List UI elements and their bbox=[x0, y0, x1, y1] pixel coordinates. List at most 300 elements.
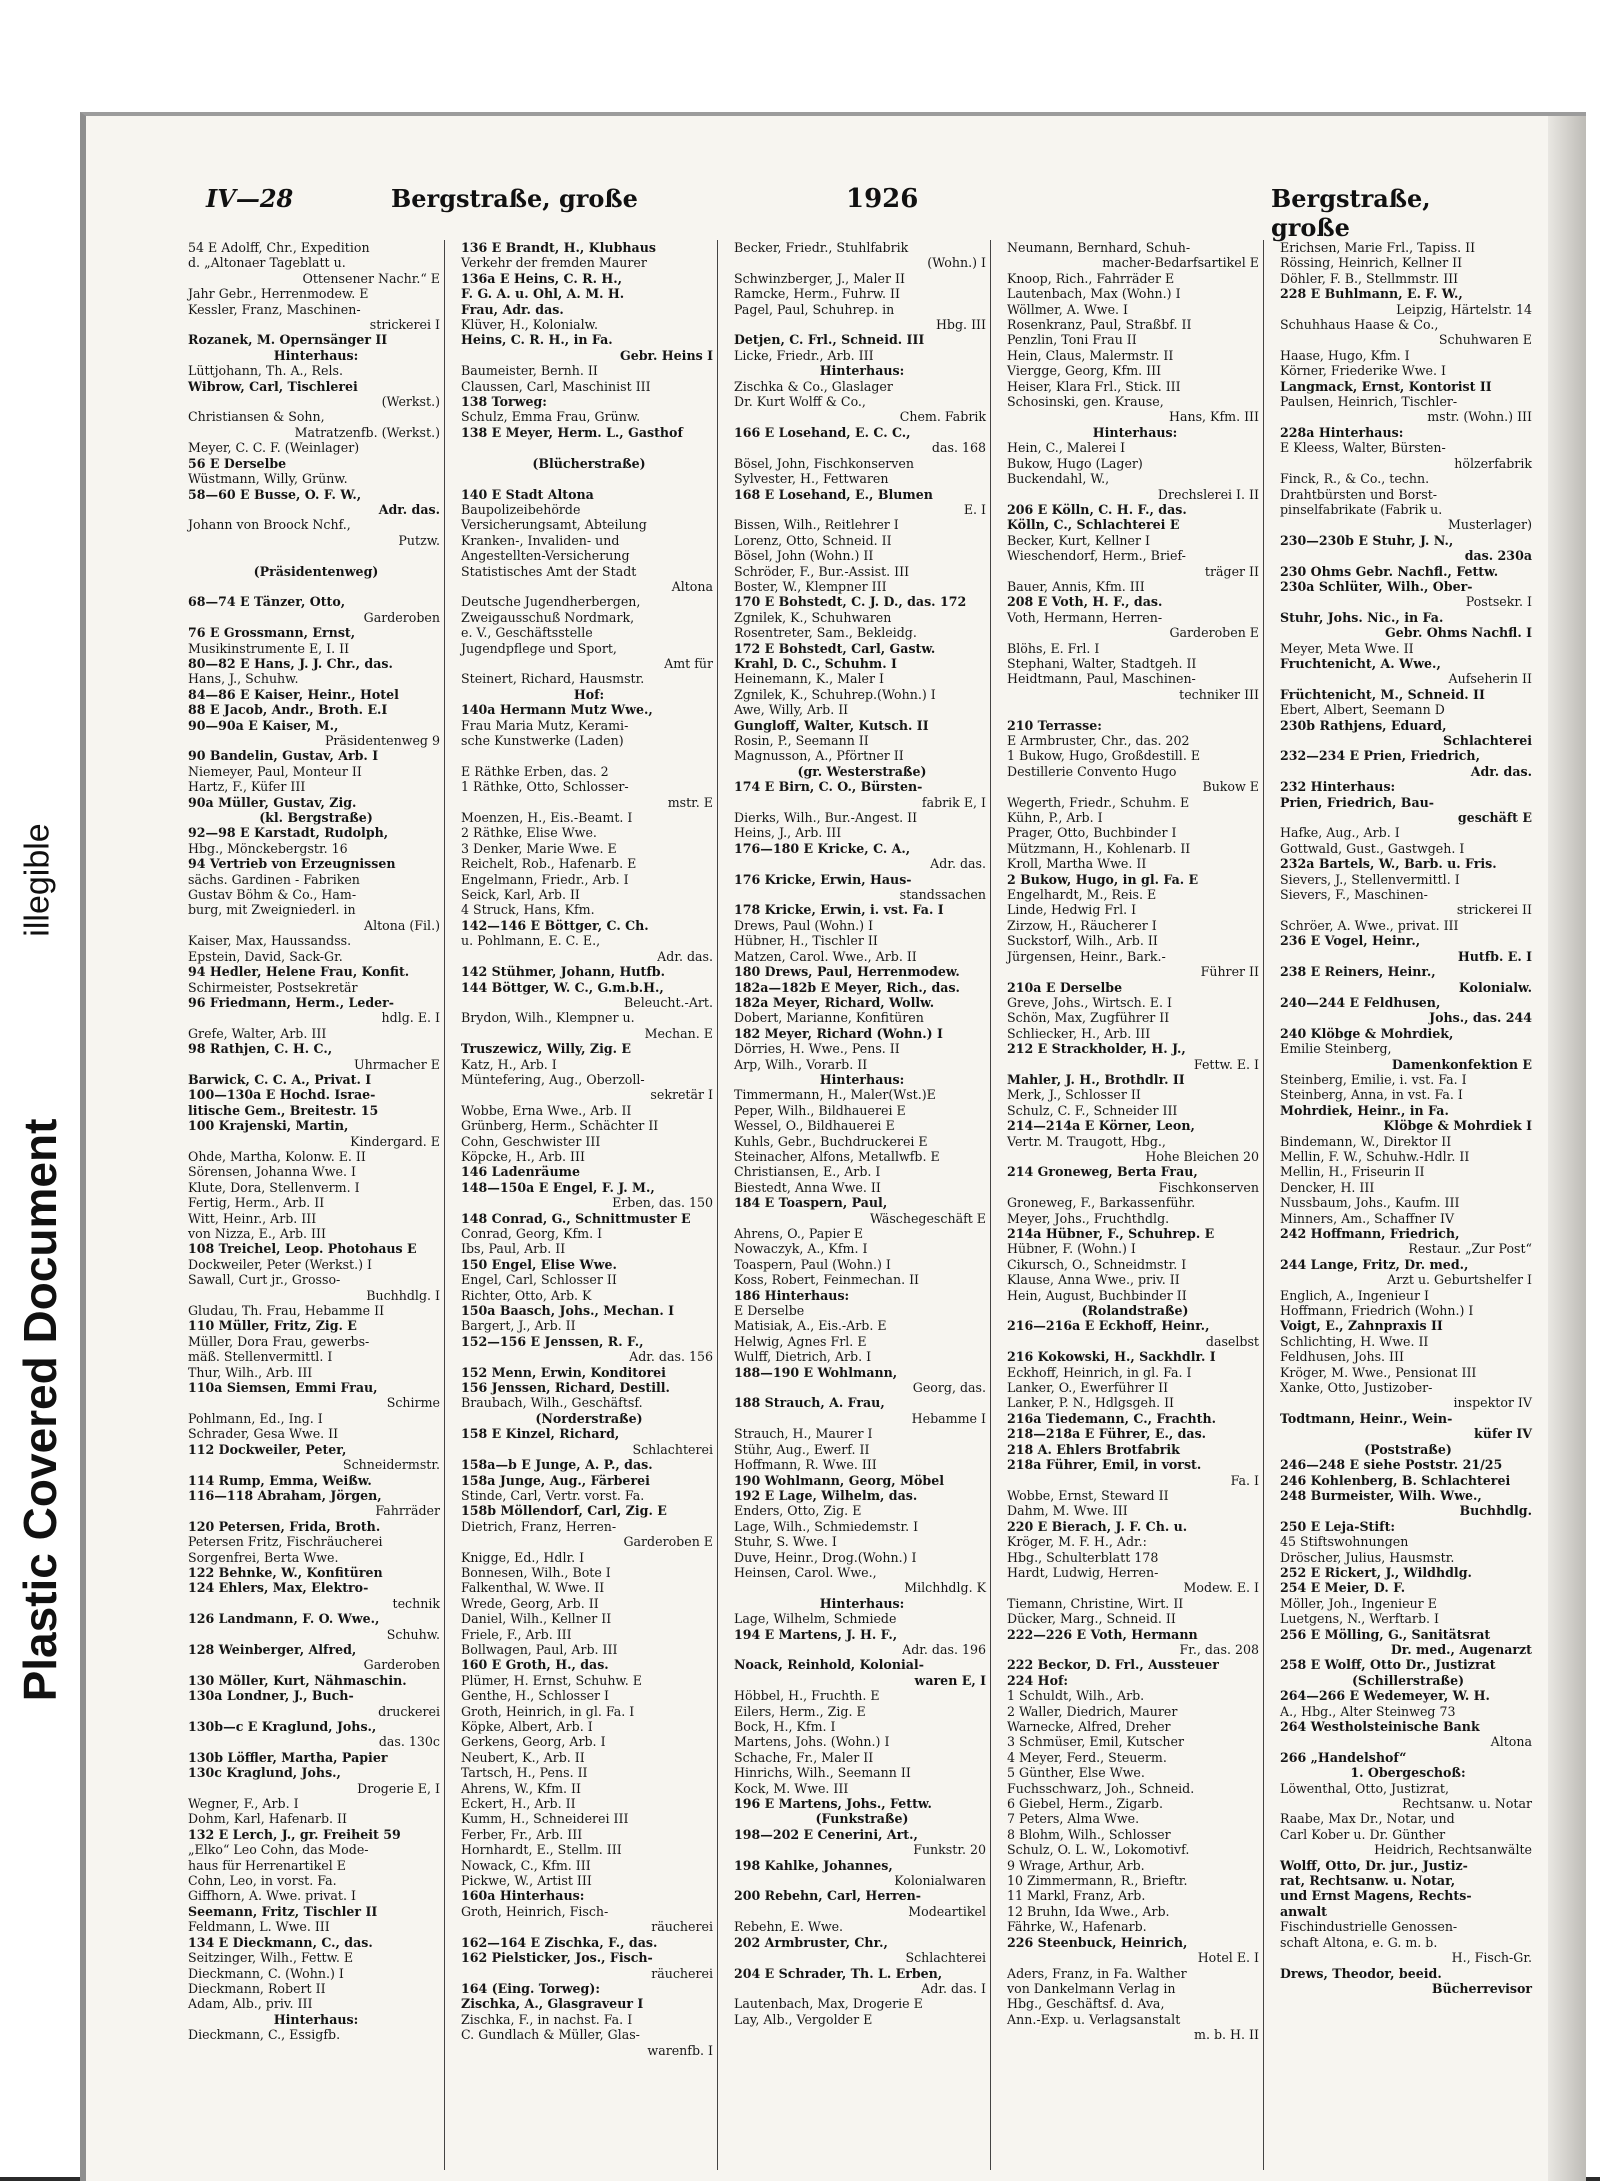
directory-entry-line: Buckendahl, W., bbox=[1007, 471, 1110, 487]
directory-entry-line: d. „Altonaer Tageblatt u. bbox=[188, 255, 346, 271]
directory-entry-line: Hohe Bleichen 20 bbox=[1145, 1148, 1259, 1164]
directory-entry-line: 10 Zimmermann, R., Brieftr. bbox=[1007, 1873, 1188, 1889]
directory-entry-line: 45 Stiftswohnungen bbox=[1280, 1534, 1409, 1550]
directory-entry-line: Haase, Hugo, Kfm. I bbox=[1280, 347, 1410, 363]
directory-entry-line: Ramcke, Herm., Fuhrw. II bbox=[734, 286, 900, 302]
directory-entry-line: Versicherungsamt, Abteilung bbox=[461, 517, 647, 533]
directory-entry-line: Chem. Fabrik bbox=[899, 409, 986, 425]
directory-entry-line: 240 Klöbge & Mohrdiek, bbox=[1280, 1025, 1454, 1041]
directory-entry-line: 164 (Eing. Torweg): bbox=[461, 1980, 600, 1996]
directory-entry-line: Hof: bbox=[573, 686, 605, 702]
directory-entry-line: Heidrich, Rechtsanwälte bbox=[1374, 1842, 1532, 1858]
directory-entry-line: Lanker, P. N., Hdlgsgeh. II bbox=[1007, 1395, 1175, 1411]
directory-entry-line: Witt, Heinr., Arb. III bbox=[188, 1210, 317, 1226]
directory-entry-line: Altona (Fil.) bbox=[363, 917, 440, 933]
directory-entry-line: Hbg. III bbox=[935, 317, 986, 333]
directory-entry-line: 2 Bukow, Hugo, in gl. Fa. E bbox=[1007, 871, 1199, 887]
directory-entry-line: Eilers, Herm., Zig. E bbox=[734, 1703, 866, 1719]
directory-entry-line: Richter, Otto, Arb. K bbox=[461, 1287, 592, 1303]
directory-entry-line: Becker, Kurt, Kellner I bbox=[1007, 532, 1150, 548]
directory-entry-line: das. 130c bbox=[378, 1734, 440, 1750]
directory-entry-line: Cohn, Leo, in vorst. Fa. bbox=[188, 1873, 337, 1889]
directory-entry-line: 54 E Adolff, Chr., Expedition bbox=[188, 240, 370, 255]
directory-entry-line: sche Kunstwerke (Laden) bbox=[461, 733, 624, 748]
directory-entry-line: Leipzig, Härtelstr. 14 bbox=[1396, 301, 1532, 317]
directory-entry-line: Adr. das. bbox=[378, 501, 440, 517]
directory-entry-line: 264 Westholsteinische Bank bbox=[1280, 1719, 1480, 1734]
directory-entry-line: Wobbe, Ernst, Steward II bbox=[1007, 1487, 1169, 1503]
directory-entry-line: 158 E Kinzel, Richard, bbox=[461, 1426, 620, 1442]
directory-entry-line: Meyer, Meta Wwe. II bbox=[1280, 640, 1414, 656]
directory-entry-line: Sawall, Curt jr., Grosso- bbox=[188, 1272, 341, 1288]
directory-entry-line: Gottwald, Gust., Gastwgeh. I bbox=[1280, 840, 1465, 856]
directory-entry-line: 130a Londner, J., Buch- bbox=[188, 1688, 354, 1704]
directory-entry-line: Baupolizeibehörde bbox=[461, 501, 581, 517]
directory-entry-line: das. 230a bbox=[1464, 548, 1532, 564]
directory-entry-line: Steinacher, Alfons, Metallwfb. E bbox=[734, 1148, 940, 1164]
directory-entry-line: Dieckmann, C. (Wohn.) I bbox=[188, 1965, 344, 1981]
directory-entry-line: Timmermann, H., Maler(Wst.)E bbox=[734, 1087, 936, 1103]
directory-entry-line: 194 E Martens, J. H. F., bbox=[734, 1626, 898, 1642]
directory-entry-line: Schlichting, H. Wwe. II bbox=[1280, 1333, 1429, 1349]
stamp-text: Plastic Covered Document bbox=[14, 1118, 66, 1702]
directory-entry-line: Schlachterei bbox=[1443, 733, 1532, 748]
directory-entry-line: 1. Obergeschoß: bbox=[1350, 1765, 1466, 1781]
directory-entry-line: Angestellten-Versicherung bbox=[461, 548, 630, 564]
directory-entry-line: pinselfabrikate (Fabrik u. bbox=[1280, 501, 1443, 517]
directory-entry-line: Baumeister, Bernh. II bbox=[461, 363, 598, 379]
directory-entry-line: Fischkonserven bbox=[1158, 1179, 1259, 1195]
directory-entry-line: 90—90a E Kaiser, M., bbox=[188, 717, 339, 733]
directory-entry-line: Dr. Kurt Wolff & Co., bbox=[734, 394, 866, 410]
directory-entry-line: Neubert, K., Arb. II bbox=[461, 1749, 585, 1765]
directory-entry-line: Pohlmann, Ed., Ing. I bbox=[188, 1410, 323, 1426]
directory-entry-line: Heinsen, Carol. Wwe., bbox=[734, 1564, 877, 1580]
directory-entry-line: Postsekr. I bbox=[1465, 594, 1532, 610]
directory-entry-line: Rosentreter, Sam., Bekleidg. bbox=[734, 625, 917, 641]
directory-entry-line: Adr. das. 156 bbox=[629, 1349, 713, 1365]
directory-entry-line: technik bbox=[392, 1595, 440, 1611]
directory-entry-line: Genthe, H., Schlosser I bbox=[461, 1688, 610, 1704]
directory-entry-line: Hbg., Geschäftsf. d. Ava, bbox=[1007, 1996, 1165, 2012]
directory-entry-line: Kindergard. E bbox=[350, 1133, 440, 1149]
directory-entry-line: 176—180 E Kricke, C. A., bbox=[734, 840, 911, 856]
directory-entry-line: Hotel E. I bbox=[1197, 1950, 1259, 1966]
directory-entry-line: 246 Kohlenberg, B. Schlachterei bbox=[1280, 1472, 1511, 1488]
directory-entry-line: 110a Siemsen, Emmi Frau, bbox=[188, 1380, 378, 1396]
directory-entry-line: Destillerie Convento Hugo bbox=[1007, 763, 1177, 779]
directory-entry-line: Präsidentenweg 9 bbox=[324, 733, 440, 748]
directory-entry-line: Lorenz, Otto, Schneid. II bbox=[734, 532, 892, 548]
directory-entry-line: Rebehn, E. Wwe. bbox=[734, 1919, 844, 1935]
directory-entry-line: 156 Jenssen, Richard, Destill. bbox=[461, 1380, 670, 1396]
directory-entry-line: Uhrmacher E bbox=[353, 1056, 440, 1072]
directory-entry-line: Viergge, Georg, Kfm. III bbox=[1007, 363, 1162, 379]
directory-entry-line: Bock, H., Kfm. I bbox=[734, 1719, 836, 1734]
directory-entry-line: druckerei bbox=[378, 1703, 440, 1719]
directory-entry-line: 90 Bandelin, Gustav, Arb. I bbox=[188, 748, 379, 764]
directory-entry-line: Sievers, J., Stellenvermittl. I bbox=[1280, 871, 1460, 887]
directory-entry-line: Krahl, D. C., Schuhm. I bbox=[734, 655, 897, 671]
directory-entry-line bbox=[1005, 702, 1263, 717]
directory-entry-line: Adr. das. bbox=[657, 948, 713, 964]
directory-entry-line: 3 Denker, Marie Wwe. E bbox=[461, 840, 617, 856]
directory-entry-line: E Derselbe bbox=[734, 1303, 805, 1319]
directory-entry-line: 58—60 E Busse, O. F. W., bbox=[188, 486, 362, 502]
directory-entry-line: Awe, Willy, Arb. II bbox=[734, 702, 849, 718]
directory-entry-line: (Werkst.) bbox=[381, 394, 440, 410]
directory-entry-line: 138 Torweg: bbox=[461, 394, 547, 410]
directory-entry-line: Sievers, F., Maschinen- bbox=[1280, 887, 1428, 903]
directory-entry-line: Hinterhaus: bbox=[819, 363, 905, 379]
directory-entry-line: Dr. med., Augenarzt bbox=[1390, 1641, 1532, 1657]
directory-entry-line: Heiser, Klara Frl., Stick. III bbox=[1007, 378, 1181, 394]
directory-entry-line: Bollwagen, Paul, Arb. III bbox=[461, 1641, 618, 1657]
directory-entry-line: Martens, Johs. (Wohn.) I bbox=[734, 1734, 890, 1750]
directory-entry-line: techniker III bbox=[1179, 686, 1259, 702]
directory-entry-line: (Präsidentenweg) bbox=[253, 563, 379, 579]
directory-entry-line: Fa. I bbox=[1230, 1472, 1259, 1488]
directory-entry-line: 218a Führer, Emil, in vorst. bbox=[1007, 1457, 1202, 1473]
directory-entry-line: 100 Krajenski, Martin, bbox=[188, 1118, 349, 1134]
directory-entry-line: Greve, Johs., Wirtsch. E. I bbox=[1007, 994, 1172, 1010]
side-stamp bbox=[0, 823, 80, 1860]
directory-entry-line: Klause, Anna Wwe., priv. II bbox=[1007, 1272, 1180, 1288]
directory-entry-line: Carl Kober u. Dr. Günther bbox=[1280, 1826, 1446, 1842]
directory-entry-line: anwalt bbox=[1280, 1903, 1327, 1919]
directory-entry-line: 11 Markl, Franz, Arb. bbox=[1007, 1888, 1146, 1904]
directory-entry-line: Erben, das. 150 bbox=[612, 1195, 713, 1211]
directory-entry-line: Brydon, Wilh., Klempner u. bbox=[461, 1010, 635, 1026]
directory-entry-line: Hinterhaus: bbox=[819, 1071, 905, 1087]
directory-entry-line: 230 Ohms Gebr. Nachfl., Fettw. bbox=[1280, 563, 1499, 579]
directory-entry-line: geschäft E bbox=[1457, 810, 1532, 826]
directory-entry-line: Fahrräder bbox=[375, 1503, 440, 1519]
stamp-fragment: illegible bbox=[18, 823, 57, 937]
directory-entry-line: Müller, Dora Frau, gewerbs- bbox=[188, 1333, 370, 1349]
directory-entry-line: 240—244 E Feldhusen, bbox=[1280, 994, 1441, 1010]
directory-entry-line: 232 Hinterhaus: bbox=[1280, 779, 1396, 795]
directory-entry-line: Strauch, H., Maurer I bbox=[734, 1426, 873, 1442]
directory-entry-line: 1 Bukow, Hugo, Großdestill. E bbox=[1007, 748, 1201, 764]
directory-entry-line: Adr. das. 196 bbox=[902, 1641, 986, 1657]
directory-entry-line: von Nizza, E., Arb. III bbox=[188, 1226, 326, 1241]
directory-entry-line: „Elko“ Leo Cohn, das Mode- bbox=[188, 1842, 369, 1858]
directory-entry-line: Rozanek, M. Opernsänger II bbox=[188, 332, 388, 348]
directory-entry-line: 246—248 E siehe Poststr. 21/25 bbox=[1280, 1457, 1503, 1473]
directory-entry-line: Hans, J., Schuhw. bbox=[188, 671, 299, 687]
directory-entry-line: 214a Hübner, F., Schuhrep. E bbox=[1007, 1226, 1215, 1241]
directory-entry-line: 180 Drews, Paul, Herrenmodew. bbox=[734, 964, 960, 980]
directory-entry-line: Lanker, O., Ewerführer II bbox=[1007, 1380, 1169, 1396]
directory-entry-line: Dahm, M. Wwe. III bbox=[1007, 1503, 1128, 1519]
directory-entry-line: Peper, Wilh., Bildhauerei E bbox=[734, 1102, 906, 1118]
directory-entry-line: Johs., das. 244 bbox=[1429, 1010, 1532, 1026]
directory-entry-line: hölzerfabrik bbox=[1454, 455, 1532, 471]
directory-entry-line: Dröscher, Julius, Hausmstr. bbox=[1280, 1549, 1455, 1565]
directory-entry-line: Giffhorn, A. Wwe. privat. I bbox=[188, 1888, 356, 1904]
directory-entry-line: Kölln, C., Schlachterei E bbox=[1007, 517, 1180, 533]
directory-entry-line: Stuhr, Johs. Nic., in Fa. bbox=[1280, 609, 1444, 625]
directory-entry-line: Feldhusen, Johs. III bbox=[1280, 1349, 1404, 1365]
directory-entry-line: 220 E Bierach, J. F. Ch. u. bbox=[1007, 1518, 1188, 1534]
directory-entry-line: Todtmann, Heinr., Wein- bbox=[1280, 1410, 1453, 1426]
directory-entry-line: Klute, Dora, Stellenverm. I bbox=[188, 1179, 360, 1195]
directory-entry-line: Gustav Böhm & Co., Ham- bbox=[188, 887, 357, 903]
directory-entry-line: Eckert, H., Arb. II bbox=[461, 1796, 576, 1812]
directory-entry-line: 266 „Handelshof“ bbox=[1280, 1749, 1407, 1765]
directory-entry-line: 98 Rathjen, C. H. C., bbox=[188, 1041, 333, 1057]
directory-entry-line: strickerei I bbox=[369, 317, 440, 333]
directory-entry-line: Schön, Max, Zugführer II bbox=[1007, 1010, 1170, 1026]
directory-entry-line: Ohde, Martha, Kolonw. E. II bbox=[188, 1148, 366, 1164]
directory-entry-line: Penzlin, Toni Frau II bbox=[1007, 332, 1137, 348]
directory-entry-line: (Norderstraße) bbox=[535, 1410, 643, 1426]
directory-entry-line: rat, Rechtsanw. u. Notar, bbox=[1280, 1873, 1456, 1889]
directory-columns bbox=[186, 240, 1542, 2170]
directory-entry-line: Koss, Robert, Feinmechan. II bbox=[734, 1272, 920, 1288]
directory-entry-line bbox=[459, 471, 717, 486]
directory-entry-line: 230b Rathjens, Eduard, bbox=[1280, 717, 1447, 733]
directory-entry-line: Hornhardt, E., Stellm. III bbox=[461, 1842, 622, 1858]
directory-entry-line: 222—226 E Voth, Hermann bbox=[1007, 1626, 1198, 1642]
directory-entry-line: Hoffmann, Friedrich (Wohn.) I bbox=[1280, 1303, 1474, 1319]
directory-entry-line: Barwick, C. C. A., Privat. I bbox=[188, 1071, 372, 1087]
directory-entry-line: Gludau, Th. Frau, Hebamme II bbox=[188, 1303, 385, 1319]
directory-entry-line: Fettw. E. I bbox=[1193, 1056, 1259, 1072]
directory-entry-line: Hinterhaus: bbox=[273, 2011, 359, 2027]
directory-entry-line: E Kleess, Walter, Bürsten- bbox=[1280, 440, 1446, 456]
directory-entry-line: Falkenthal, W. Wwe. II bbox=[461, 1580, 605, 1596]
directory-entry-line: Mahler, J. H., Brothdlr. II bbox=[1007, 1071, 1185, 1087]
directory-entry-line: 256 E Mölling, G., Sanitätsrat bbox=[1280, 1626, 1491, 1642]
directory-entry-line: Schosinski, gen. Krause, bbox=[1007, 394, 1164, 410]
directory-entry-line: Höbbel, H., Fruchth. E bbox=[734, 1688, 880, 1704]
directory-entry-line: Verkehr der fremden Maurer bbox=[461, 255, 647, 271]
directory-entry-line: 136 E Brandt, H., Klubhaus bbox=[461, 240, 656, 255]
directory-entry-line: Petersen Fritz, Fischräucherei bbox=[188, 1534, 383, 1550]
directory-entry-line: Raabe, Max Dr., Notar, und bbox=[1280, 1811, 1455, 1827]
directory-entry-line: Ferber, Fr., Arb. III bbox=[461, 1826, 583, 1842]
directory-entry-line: Rechtsanw. u. Notar bbox=[1402, 1796, 1532, 1812]
directory-entry-line: Luetgens, N., Werftarb. I bbox=[1280, 1611, 1439, 1627]
directory-entry-line: Modew. E. I bbox=[1183, 1580, 1259, 1596]
directory-entry-line: mäß. Stellenvermittl. I bbox=[188, 1349, 333, 1365]
directory-entry-line: 182 Meyer, Richard (Wohn.) I bbox=[734, 1025, 943, 1041]
directory-entry-line: Hinterhaus: bbox=[819, 1595, 905, 1611]
directory-entry-line: Plümer, H. Ernst, Schuhw. E bbox=[461, 1672, 642, 1688]
directory-entry-line: Tiemann, Christine, Wirt. II bbox=[1007, 1595, 1184, 1611]
directory-entry-line: Modeartikel bbox=[908, 1903, 986, 1919]
directory-entry-line: 150 Engel, Elise Wwe. bbox=[461, 1256, 617, 1272]
directory-entry-line: Wolff, Otto, Dr. jur., Justiz- bbox=[1280, 1857, 1468, 1873]
directory-entry-line: Mellin, H., Friseurin II bbox=[1280, 1164, 1425, 1180]
directory-entry-line: Kessler, Franz, Maschinen- bbox=[188, 301, 361, 317]
directory-entry-line: Cikursch, O., Schneidmstr. I bbox=[1007, 1256, 1187, 1272]
column-2 bbox=[459, 240, 718, 2170]
directory-entry-line: 80—82 E Hans, J. J. Chr., das. bbox=[188, 655, 393, 671]
directory-entry-line: Schlachterei bbox=[905, 1950, 986, 1966]
directory-entry-line: 1 Räthke, Otto, Schlosser- bbox=[461, 779, 629, 795]
directory-entry-line: Zweigausschuß Nordmark, bbox=[461, 609, 635, 625]
directory-entry-line: Seitzinger, Wilh., Fettw. E bbox=[188, 1950, 354, 1966]
directory-entry-line: Möller, Joh., Ingenieur E bbox=[1280, 1595, 1437, 1611]
directory-entry-line: Blöhs, E. Frl. I bbox=[1007, 640, 1100, 656]
page-gutter bbox=[1548, 116, 1586, 2181]
directory-entry-line: Wibrow, Carl, Tischlerei bbox=[188, 378, 358, 394]
directory-entry-line: 244 Lange, Fritz, Dr. med., bbox=[1280, 1256, 1469, 1272]
directory-entry-line: 186 Hinterhaus: bbox=[734, 1287, 850, 1303]
directory-entry-line: Zischka & Co., Glaslager bbox=[734, 378, 893, 394]
directory-entry-line: (Rolandstraße) bbox=[1081, 1303, 1189, 1319]
directory-entry-line: Schneidermstr. bbox=[342, 1457, 440, 1473]
directory-entry-line: (Wohn.) I bbox=[927, 255, 986, 271]
directory-entry-line: 128 Weinberger, Alfred, bbox=[188, 1641, 357, 1657]
directory-entry-line: 168 E Losehand, E., Blumen bbox=[734, 486, 933, 502]
directory-entry-line: Detjen, C. Frl., Schneid. III bbox=[734, 332, 925, 348]
directory-entry-line: Bonnesen, Wilh., Bote I bbox=[461, 1564, 611, 1580]
directory-entry-line: mstr. E bbox=[667, 794, 713, 810]
directory-entry-line: Stuhr, S. Wwe. I bbox=[734, 1534, 837, 1550]
directory-entry-line: 124 Ehlers, Max, Elektro- bbox=[188, 1580, 369, 1596]
directory-entry-line: Epstein, David, Sack-Gr. bbox=[188, 948, 343, 964]
directory-entry-line: Frau, Adr. das. bbox=[461, 301, 564, 317]
directory-entry-line: Warnecke, Alfred, Dreher bbox=[1007, 1719, 1171, 1734]
directory-entry-line: 88 E Jacob, Andr., Broth. E.I bbox=[188, 702, 388, 718]
directory-entry-line: 214—214a E Körner, Leon, bbox=[1007, 1118, 1195, 1134]
directory-entry-line: Dencker, H. III bbox=[1280, 1179, 1375, 1195]
directory-entry-line: 218 A. Ehlers Brotfabrik bbox=[1007, 1441, 1180, 1457]
directory-entry-line: Milchhdlg. K bbox=[904, 1580, 986, 1596]
directory-entry-line: Klöbge & Mohrdiek I bbox=[1383, 1118, 1532, 1134]
directory-entry-line: Rosenkranz, Paul, Straßbf. II bbox=[1007, 317, 1192, 333]
directory-entry-line: Ibs, Paul, Arb. II bbox=[461, 1241, 566, 1257]
directory-entry-line: 120 Petersen, Frida, Broth. bbox=[188, 1518, 381, 1534]
directory-entry-line: Mützmann, H., Kohlenarb. II bbox=[1007, 840, 1191, 856]
directory-entry-line: 222 Beckor, D. Frl., Aussteuer bbox=[1007, 1657, 1219, 1673]
directory-entry-line: 5 Günther, Else Wwe. bbox=[1007, 1765, 1145, 1781]
directory-entry-line: Köpcke, H., Arb. III bbox=[461, 1148, 585, 1164]
directory-entry-line: Grefe, Walter, Arb. III bbox=[188, 1025, 327, 1041]
column-5 bbox=[1278, 240, 1536, 2170]
directory-entry-line: Fischindustrielle Genossen- bbox=[1280, 1919, 1458, 1935]
directory-entry-line: 150a Baasch, Johs., Mechan. I bbox=[461, 1303, 674, 1319]
directory-entry-line: 8 Blohm, Wilh., Schlosser bbox=[1007, 1826, 1171, 1842]
directory-entry-line: Wieschendorf, Herm., Brief- bbox=[1007, 548, 1186, 564]
directory-entry-line: träger II bbox=[1204, 563, 1259, 579]
directory-entry-line: macher-Bedarfsartikel E bbox=[1102, 255, 1259, 271]
directory-entry-line: Bissen, Wilh., Reitlehrer I bbox=[734, 517, 899, 533]
directory-entry-line bbox=[459, 440, 717, 455]
directory-entry-line: 9 Wrage, Arthur, Arb. bbox=[1007, 1857, 1145, 1873]
directory-entry-line: Klüver, H., Kolonialw. bbox=[461, 317, 598, 333]
directory-entry-line: 142 Stühmer, Johann, Hutfb. bbox=[461, 964, 665, 980]
directory-entry-line: 200 Rebehn, Carl, Herren- bbox=[734, 1888, 921, 1904]
directory-entry-line: Gungloff, Walter, Kutsch. II bbox=[734, 717, 929, 733]
directory-entry-line: Wüstmann, Willy, Grünw. bbox=[188, 471, 348, 487]
directory-entry-line: 224 Hof: bbox=[1007, 1672, 1069, 1688]
directory-entry-line: 122 Behnke, W., Konfitüren bbox=[188, 1564, 383, 1580]
directory-entry-line: Pickwe, W., Artist III bbox=[461, 1873, 592, 1889]
directory-entry-line: 126 Landmann, F. O. Wwe., bbox=[188, 1611, 380, 1627]
directory-entry-line: Hein, August, Buchbinder II bbox=[1007, 1287, 1187, 1303]
directory-entry-line: Fertig, Herm., Arb. II bbox=[188, 1195, 325, 1211]
directory-entry-line: 4 Struck, Hans, Kfm. bbox=[461, 902, 595, 918]
directory-entry-line: 94 Vertrieb von Erzeugnissen bbox=[188, 856, 396, 872]
column-1 bbox=[186, 240, 445, 2170]
directory-entry-line: 132 E Lerch, J., gr. Freiheit 59 bbox=[188, 1826, 401, 1842]
directory-entry-line: Jahr Gebr., Herrenmodew. E bbox=[188, 286, 369, 302]
directory-entry-line: 94 Hedler, Helene Frau, Konfit. bbox=[188, 964, 410, 980]
directory-entry-line: Ahrens, W., Kfm. II bbox=[461, 1780, 581, 1796]
directory-entry-line: Jugendpflege und Sport, bbox=[461, 640, 617, 656]
directory-entry-line: Prien, Friedrich, Bau- bbox=[1280, 794, 1434, 810]
directory-entry-line: Wulff, Dietrich, Arb. I bbox=[734, 1349, 872, 1365]
directory-entry-line: Schuhw. bbox=[386, 1626, 440, 1642]
directory-entry-line: Lüttjohann, Th. A., Rels. bbox=[188, 363, 343, 379]
directory-entry-line: 1 Schuldt, Wilh., Arb. bbox=[1007, 1688, 1145, 1704]
directory-entry-line: Putzw. bbox=[398, 532, 440, 548]
directory-entry-line: Schrader, Gesa Wwe. II bbox=[188, 1426, 339, 1442]
directory-entry-line: Finck, R., & Co., techn. bbox=[1280, 471, 1430, 487]
directory-entry-line: Wöllmer, A. Wwe. I bbox=[1007, 301, 1129, 317]
directory-entry-line: Lage, Wilh., Schmiedemstr. I bbox=[734, 1518, 919, 1534]
directory-entry-line: Musikinstrumente E, I. II bbox=[188, 640, 350, 656]
directory-entry-line: 174 E Birn, C. O., Bürsten- bbox=[734, 779, 923, 795]
directory-entry-line: Musterlager) bbox=[1448, 517, 1532, 533]
directory-entry-line: 130b—c E Kraglund, Johs., bbox=[188, 1719, 377, 1734]
directory-entry-line: 242 Hoffmann, Friedrich, bbox=[1280, 1226, 1460, 1241]
directory-entry-line: Lage, Wilhelm, Schmiede bbox=[734, 1611, 897, 1627]
directory-entry-line: 232a Bartels, W., Barb. u. Fris. bbox=[1280, 856, 1497, 872]
directory-entry-line: Becker, Friedr., Stuhlfabrik bbox=[734, 240, 909, 255]
directory-entry-line: Dockweiler, Peter (Werkst.) I bbox=[188, 1256, 372, 1272]
directory-entry-line: Früchtenicht, M., Schneid. II bbox=[1280, 686, 1485, 702]
directory-entry-line: Ahrens, O., Papier E bbox=[734, 1226, 864, 1241]
directory-entry-line: Reichelt, Rob., Hafenarb. E bbox=[461, 856, 637, 872]
directory-entry-line: Amt für bbox=[664, 655, 713, 671]
directory-entry-line: Dieckmann, C., Essigfb. bbox=[188, 2027, 341, 2043]
directory-entry-line: Feldmann, L. Wwe. III bbox=[188, 1919, 330, 1935]
directory-entry-line: Hein, C., Malerei I bbox=[1007, 440, 1126, 456]
directory-entry-line: Garderoben E bbox=[1169, 625, 1259, 641]
directory-entry-line: Schuhwaren E bbox=[1438, 332, 1532, 348]
directory-entry-line: Kaiser, Max, Haussandss. bbox=[188, 933, 352, 949]
directory-entry-line: Garderoben bbox=[363, 1657, 440, 1673]
directory-entry-line: Löwenthal, Otto, Justizrat, bbox=[1280, 1780, 1449, 1796]
directory-entry-line: Dierks, Wilh., Bur.-Angest. II bbox=[734, 810, 918, 826]
directory-entry-line: Matisiak, A., Eis.-Arb. E bbox=[734, 1318, 887, 1334]
directory-entry-line: Arp, Wilh., Vorarb. II bbox=[734, 1056, 868, 1072]
directory-entry-line bbox=[186, 579, 444, 594]
directory-entry-line: 202 Armbruster, Chr., bbox=[734, 1934, 888, 1950]
directory-entry-line: Gebr. Heins I bbox=[619, 347, 713, 363]
directory-entry-line: Kranken-, Invaliden- und bbox=[461, 532, 620, 548]
directory-entry-line: 248 Burmeister, Wilh. Wwe., bbox=[1280, 1487, 1482, 1503]
directory-entry-line: Schröer, A. Wwe., privat. III bbox=[1280, 917, 1459, 933]
directory-entry-line: Bösel, John, Fischkonserven bbox=[734, 455, 914, 471]
directory-entry-line: Köpke, Albert, Arb. I bbox=[461, 1719, 593, 1734]
directory-entry-line: Biestedt, Anna Wwe. II bbox=[734, 1179, 881, 1195]
directory-entry-line: Damenkonfektion E bbox=[1391, 1056, 1532, 1072]
directory-entry-line: Mohrdiek, Heinr., in Fa. bbox=[1280, 1102, 1449, 1118]
directory-entry-line: 158b Möllendorf, Carl, Zig. E bbox=[461, 1503, 667, 1519]
directory-entry-line: räucherei bbox=[651, 1919, 713, 1935]
directory-entry-line: Fruchtenicht, A. Wwe., bbox=[1280, 655, 1441, 671]
directory-entry-line: Engel, Carl, Schlosser II bbox=[461, 1272, 617, 1288]
directory-entry-line: Restaur. „Zur Post“ bbox=[1408, 1241, 1532, 1257]
directory-entry-line: 116—118 Abraham, Jörgen, bbox=[188, 1487, 382, 1503]
